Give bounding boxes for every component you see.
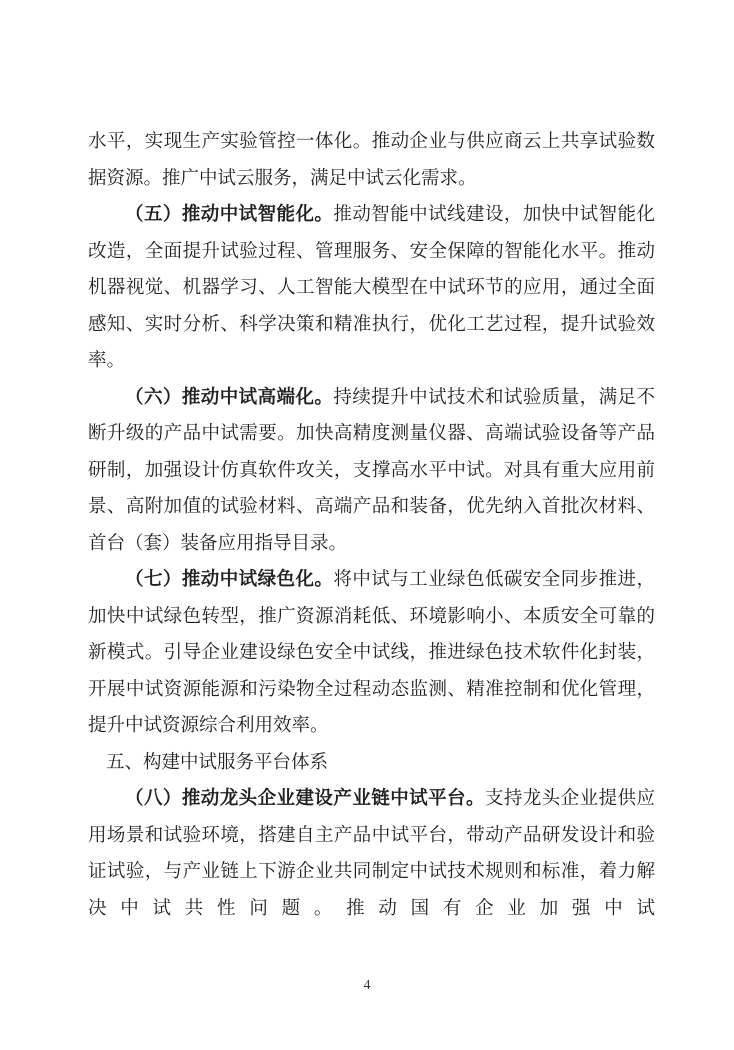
paragraph-continuation [88, 124, 655, 197]
paragraph-6-high-end [88, 380, 655, 563]
paragraph-heading: （七）推动中试绿色化。 [125, 569, 334, 590]
paragraph-8-platform [88, 781, 655, 927]
paragraph-text: 水平，实现生产实验管控一体化。推动企业与供应商云上共享试验数据资源。推广中试云服务，满足中试云化需求。 [88, 131, 655, 189]
paragraph-5-intelligent [88, 197, 655, 380]
paragraph-7-green [88, 562, 655, 745]
section-heading: 五、构建中试服务平台体系 [106, 751, 329, 773]
page-number: 4 [363, 978, 371, 993]
paragraph-text: 支持龙头企业提供应用场景和试验环境，搭建自主产品中试平台，带动产品研发设计和验证试验，与产业链上下游企业共同制定中试技术规则和标准，着力解决中试共性问题。推动国有企业加强中试 [88, 788, 655, 919]
paragraph-text: 将中试与工业绿色低碳安全同步推进，加快中试绿色转型，推广资源消耗低、环境影响小、本质安全可靠的新模式。引导企业建设绿色安全中试线，推进绿色技术软件化封装，开展中试资源能源和污染物全过程动态监测、精准控制和优化管理，提升中试资源综合利用效率。 [88, 569, 655, 736]
paragraph-heading: （五）推动中试智能化。 [125, 204, 334, 225]
paragraph-text: 推动智能中试线建设，加快中试智能化改造，全面提升试验过程、管理服务、安全保障的智能化水平。推动机器视觉、机器学习、人工智能大模型在中试环节的应用，通过全面感知、实时分析、科学决策和精准执行，优化工艺过程，提升试验效率。 [88, 204, 655, 371]
document-body [88, 124, 655, 927]
paragraph-heading: （六）推动中试高端化。 [125, 386, 334, 408]
paragraph-text: 持续提升中试技术和试验质量，满足不断升级的产品中试需要。加快高精度测量仪器、高端试验设备等产品研制，加强设计仿真软件攻关，支撑高水平中试。对具有重大应用前景、高附加值的试验材料、高端产品和装备，优先纳入首批次材料、首台（套）装备应用指导目录。 [88, 386, 655, 554]
paragraph-heading: （八）推动龙头企业建设产业链中试平台。 [125, 788, 485, 809]
